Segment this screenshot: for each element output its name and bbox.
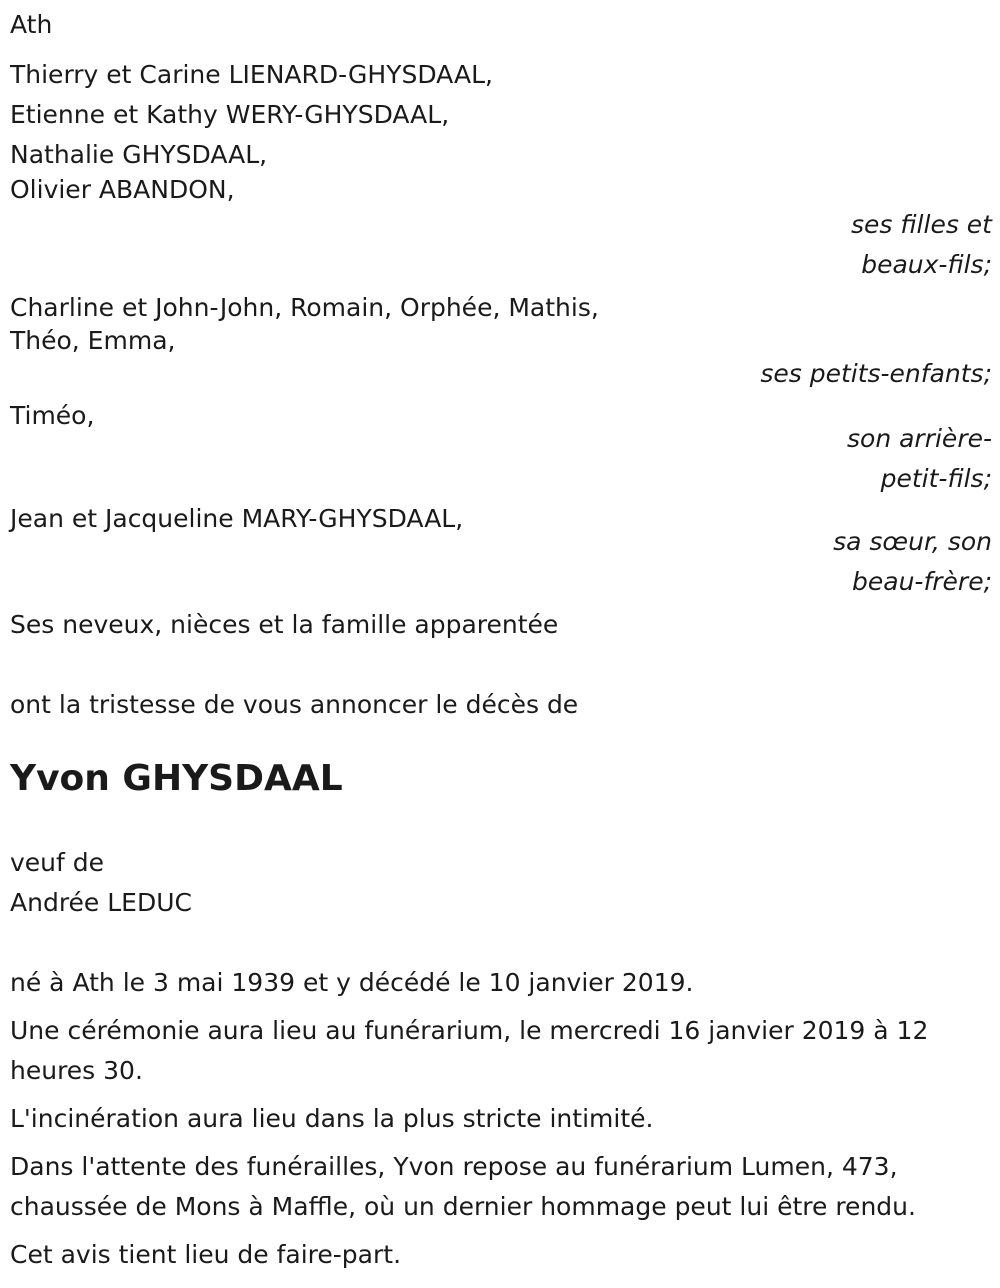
sister-section — [10, 499, 992, 602]
widower-section — [10, 843, 992, 923]
family-name-line: Etienne et Kathy WERY-GHYSDAAL, — [10, 100, 450, 129]
relation-text: sa sœur, son — [833, 527, 992, 556]
repose-line: chaussée de Mons à Maffle, où un dernier hommage peut lui être rendu. — [10, 1192, 916, 1221]
ceremony-line: Une cérémonie aura lieu au funérarium, le mercredi 16 janvier 2019 à 12 — [10, 1016, 929, 1045]
relation-label — [10, 419, 992, 499]
spouse-name: Andrée LEDUC — [10, 888, 192, 917]
repose-info — [10, 1147, 992, 1227]
family-name-line: Olivier ABANDON, — [10, 175, 235, 204]
extended-family: Ses neveux, nièces et la famille apparentée — [10, 610, 559, 639]
relation-text: beau-frère; — [852, 567, 992, 596]
family-name-line: Charline et John-John, Romain, Orphée, Mathis, — [10, 293, 599, 322]
relation-text: petit-fils; — [880, 464, 992, 493]
relation-text: ses petits-enfants; — [760, 359, 992, 388]
birth-death-dates: né à Ath le 3 mai 1939 et y décédé le 10 janvier 2019. — [10, 968, 694, 997]
closing-note: Cet avis tient lieu de faire-part. — [10, 1240, 402, 1269]
relation-text: ses filles et — [851, 210, 992, 239]
family-name-line: Nathalie GHYSDAAL, — [10, 140, 268, 169]
relation-label — [10, 354, 992, 394]
family-name-line: Thierry et Carine LIENARD-GHYSDAAL, — [10, 60, 493, 89]
deceased-name: Yvon GHYSDAAL — [10, 758, 343, 799]
daughters-section — [10, 55, 992, 285]
obituary-notice — [10, 5, 992, 1275]
relation-label — [10, 205, 992, 285]
grandchildren-section — [10, 288, 992, 394]
family-name-line: Timéo, — [10, 401, 95, 430]
repose-line: Dans l'attente des funérailles, Yvon repose au funérarium Lumen, 473, — [10, 1152, 898, 1181]
family-name-line: Théo, Emma, — [10, 326, 176, 355]
city: Ath — [10, 10, 53, 39]
relation-text: son arrière- — [847, 424, 992, 453]
ceremony-line: heures 30. — [10, 1056, 143, 1085]
cremation-info: L'incinération aura lieu dans la plus stricte intimité. — [10, 1104, 654, 1133]
ceremony-info — [10, 1011, 992, 1091]
announcement-text: ont la tristesse de vous annoncer le décès de — [10, 690, 579, 719]
widower-label: veuf de — [10, 848, 105, 877]
great-grandchild-section — [10, 396, 992, 499]
family-name-line: Jean et Jacqueline MARY-GHYSDAAL, — [10, 504, 464, 533]
relation-text: beaux-fils; — [861, 250, 992, 279]
